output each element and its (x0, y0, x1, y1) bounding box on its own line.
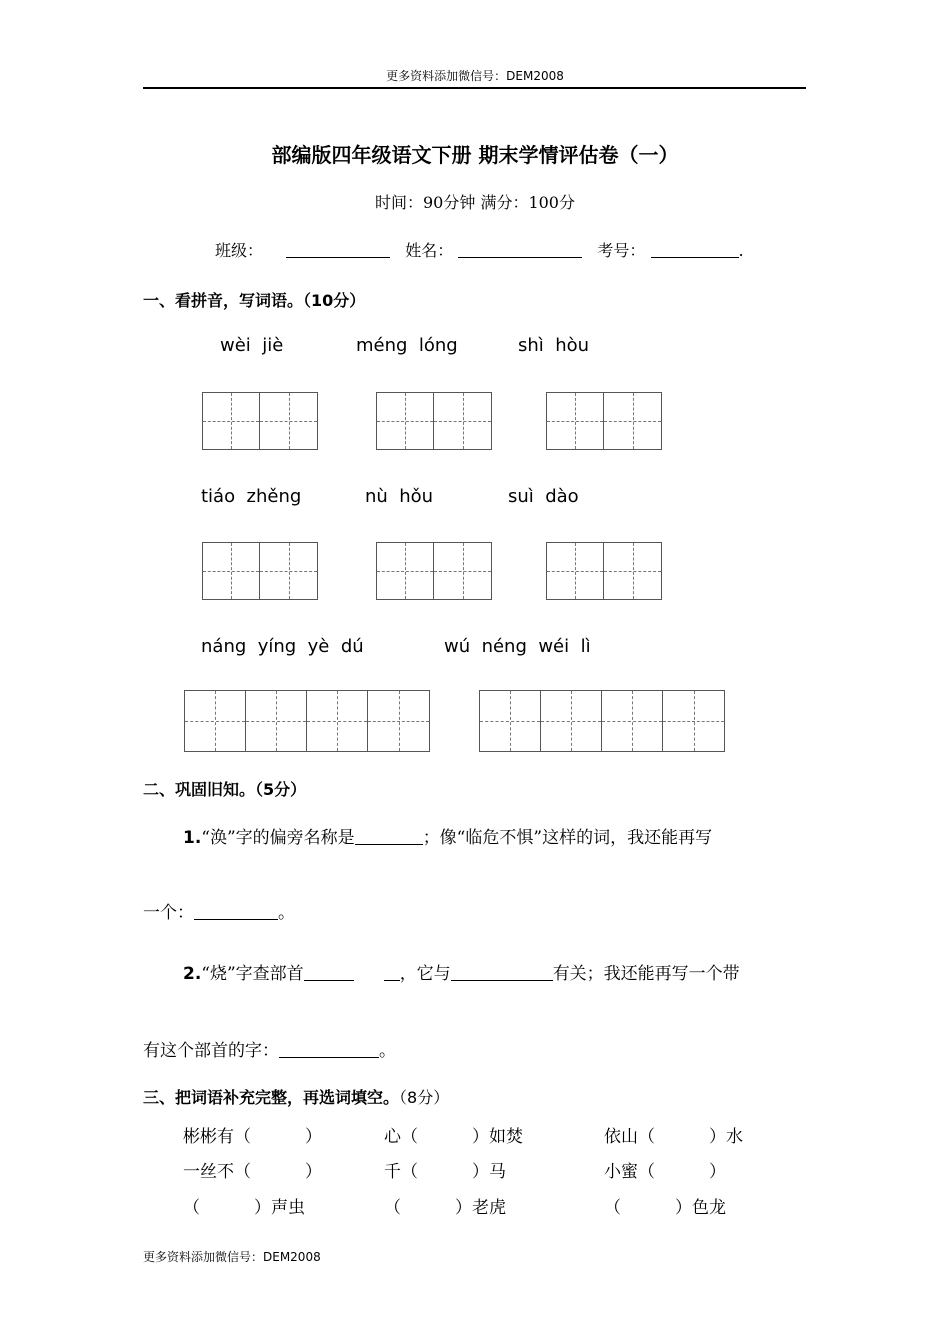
writing-grid-3[interactable] (546, 392, 662, 450)
header-divider (143, 87, 806, 89)
name-field[interactable] (458, 241, 582, 258)
grid-cell[interactable] (203, 543, 260, 599)
answer-blank[interactable] (304, 963, 354, 981)
pinyin-6: suì dào (508, 486, 579, 507)
fill-item-2[interactable]: 心（ ）如焚 (384, 1127, 524, 1147)
question-text: “涣”字的偏旁名称是 (201, 828, 355, 848)
writing-grid-5[interactable] (376, 542, 492, 600)
grid-cell[interactable] (434, 543, 491, 599)
info-end-dot: . (738, 241, 744, 260)
pinyin-1: wèi jiè (220, 335, 284, 356)
question-text: 一个： (143, 903, 194, 923)
grid-cell[interactable] (547, 393, 604, 449)
question-2-1 (183, 823, 712, 848)
page-footer: 更多资料添加微信号：DEM2008 (143, 1250, 321, 1264)
writing-grid-1[interactable] (202, 392, 318, 450)
grid-cell[interactable] (260, 543, 317, 599)
grid-cell[interactable] (368, 691, 429, 751)
number-label: 考号： (597, 241, 646, 260)
grid-cell[interactable] (434, 393, 491, 449)
section1-heading: 一、看拼音，写词语。（10分） (143, 291, 366, 310)
grid-cell[interactable] (663, 691, 724, 751)
section2-heading: 二、巩固旧知。（5分） (143, 780, 307, 799)
question-text: 有这个部首的字： (143, 1041, 279, 1061)
class-label: 班级： (215, 241, 264, 260)
grid-cell[interactable] (541, 691, 602, 751)
fill-item-9[interactable]: （ ）色龙 (604, 1198, 727, 1218)
question-text: 。 (379, 1041, 396, 1061)
writing-grid-7[interactable] (184, 690, 430, 752)
grid-cell[interactable] (307, 691, 368, 751)
class-field[interactable] (286, 241, 390, 258)
grid-cell[interactable] (377, 543, 434, 599)
answer-blank[interactable] (384, 963, 400, 981)
question-text: ，它与 (399, 964, 451, 984)
page-title: 部编版四年级语文下册 期末学情评估卷（一） (271, 143, 679, 167)
pinyin-2: méng lóng (356, 335, 458, 356)
question-text: 有关；我还能再写一个带 (552, 964, 740, 984)
question-number: 1. (183, 828, 202, 848)
fill-item-7[interactable]: （ ）声虫 (183, 1198, 306, 1218)
question-2-1-cont (143, 898, 295, 923)
section3-heading (143, 1085, 449, 1108)
student-info-row (215, 238, 744, 261)
fill-item-8[interactable]: （ ）老虎 (384, 1198, 507, 1218)
pinyin-7: náng yíng yè dú (201, 636, 364, 657)
writing-grid-2[interactable] (376, 392, 492, 450)
question-number: 2. (183, 964, 202, 984)
grid-cell[interactable] (604, 543, 661, 599)
answer-blank[interactable] (355, 827, 423, 845)
grid-cell[interactable] (377, 393, 434, 449)
grid-cell[interactable] (602, 691, 663, 751)
fill-item-4[interactable]: 一丝不（ ） (183, 1162, 323, 1182)
grid-cell[interactable] (203, 393, 260, 449)
fill-item-1[interactable]: 彬彬有（ ） (183, 1127, 323, 1147)
fill-item-3[interactable]: 依山（ ）水 (604, 1127, 744, 1147)
fill-item-6[interactable]: 小蜜（ ） (604, 1162, 727, 1182)
pinyin-4: tiáo zhěng (201, 486, 302, 507)
writing-grid-6[interactable] (546, 542, 662, 600)
grid-cell[interactable] (246, 691, 307, 751)
section3-title: 三、把词语补充完整，再选词填空。 (143, 1088, 400, 1107)
answer-blank[interactable] (451, 963, 553, 981)
grid-cell[interactable] (547, 543, 604, 599)
fill-item-5[interactable]: 千（ ）马 (384, 1162, 507, 1182)
number-field[interactable] (651, 241, 739, 258)
writing-grid-8[interactable] (479, 690, 725, 752)
section3-score: （8分） (399, 1088, 450, 1107)
writing-grid-4[interactable] (202, 542, 318, 600)
pinyin-8: wú néng wéi lì (444, 636, 591, 657)
question-text: ；像“临危不惧”这样的词，我还能再写 (422, 828, 713, 848)
answer-blank[interactable] (279, 1040, 379, 1058)
question-2-2 (183, 959, 740, 984)
grid-cell[interactable] (480, 691, 541, 751)
question-2-2-cont (143, 1036, 396, 1061)
question-text: 。 (278, 903, 295, 923)
pinyin-3: shì hòu (518, 335, 590, 356)
grid-cell[interactable] (185, 691, 246, 751)
grid-cell[interactable] (604, 393, 661, 449)
answer-blank[interactable] (194, 902, 278, 920)
name-label: 姓名： (405, 241, 454, 260)
grid-cell[interactable] (260, 393, 317, 449)
page-header: 更多资料添加微信号：DEM2008 (386, 69, 564, 83)
question-text: “烧”字查部首 (201, 964, 304, 984)
exam-time-score: 时间：90分钟 满分：100分 (375, 193, 575, 212)
pinyin-5: nù hǒu (365, 486, 434, 507)
